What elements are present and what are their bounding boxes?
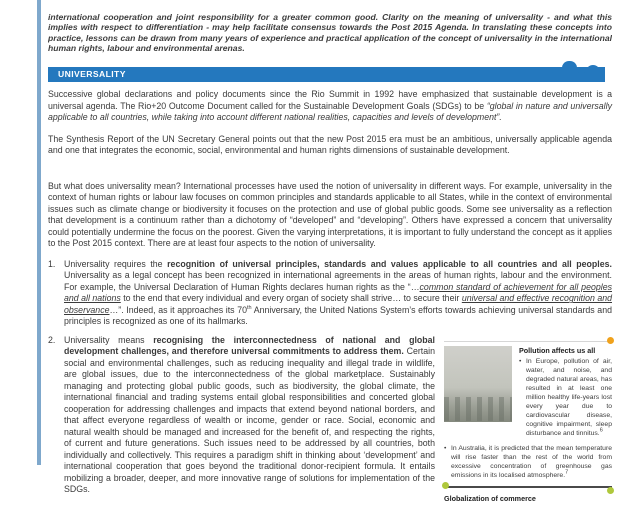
list-item-text: Universality requires the <box>64 258 168 269</box>
list-item-number: 1. <box>48 258 56 269</box>
ordinal-superscript: th <box>247 304 252 311</box>
paragraph-universality-meaning: But what does universality mean? International processes have used the notion of universality in different ways. For example, universality in the context of human rights or labour law focuses on common principles and standards applicable to all States, while in the context of environmental issues such as climate change or biodiversity it focuses on the protection and use of global public goods. Some see universality as a reflection that development is a continuum rather than a dichotomy of “developed” and “developing”. Others have expressed a concern that universality could potentially undermine the focus on the poorest. Given the varying interpretations, it is important to fully understand the concept as it applies to the Post 2015 context. There are at least four aspects to the notion of universality. <box>48 180 612 249</box>
list-item-1 <box>48 259 612 328</box>
sidebar-text-column <box>519 346 612 439</box>
orange-dot-icon <box>607 337 614 344</box>
pollution-sidebar <box>444 336 612 503</box>
bullet-item-australia <box>444 444 612 480</box>
bullet-text <box>451 444 612 480</box>
list-item-text: Anniversary, the United Nations System’s efforts towards achieving universal standards and principles is recognized as one of its hallmarks. <box>64 304 612 327</box>
bullet-item-europe <box>519 357 612 439</box>
list-item-2 <box>48 335 612 507</box>
list-item-text: Certain social and environmental challenges, such as reducing inequality and illegal trade in wildlife, are global issues, due to the interconnectedness of the global marketplace. Sustainably managing and protecting global public goods, such as biodiversity, the global climate, the international financial and trading systems entail global responsibilities and concerted global cooperation for addressing challenges and impacts that extend beyond national borders, and that affect everyone regardless of wealth or income, gender or race. Social, economic and natural wealth should be managed and increased for the benefit of, and respecting the rights, of current and future generations. Such issues need to be addressed by all countries, both individually and collectively. This requires a paradigm shift in thinking about ‘development’ and international cooperation that goes beyond the traditional donor-recipient formula. It entails mobilizing a broader, deeper, and more innovative range of solutions for implementation of the SDGs. <box>64 346 435 495</box>
bullet-icon: • <box>444 444 447 452</box>
numbered-list <box>48 259 612 507</box>
bold-key-phrase: recognising the interconnectedness of national and global development challenges, and therefore universal commitments to address them. <box>64 334 435 357</box>
section-title: UNIVERSALITY <box>58 69 126 80</box>
bullet-text <box>526 357 612 439</box>
paragraph-text: Successive global declarations and policy documents since the Rio Summit in 1992 have emphasized that sustainable development is a universal agenda. The Rio+20 Outcome Document called for the Sustainable Development Goals (SDGs) to be <box>48 89 612 111</box>
bullet-text-body: In Australia, it is predicted that the mean temperature will rise faster than the rest of the world from excessive concentration of greenhouse gas emissions in its localised atmosphere. <box>451 444 612 479</box>
list-item-text: Universality as a legal concept has been recognized in international agreements in the areas of human rights, labour and the environment. For example, the Universal Declaration of Human Rights declares human rights as the “… <box>64 270 612 292</box>
green-dot-icon <box>607 487 614 494</box>
sidebar-footer-heading: Globalization of commerce <box>444 493 536 503</box>
sidebar-bottom-rule <box>444 486 612 492</box>
list-item-body <box>64 259 612 328</box>
page-edge-line <box>37 0 41 465</box>
underlined-quote: common standard of achievement for all peoples and all nations <box>64 281 612 304</box>
sidebar-heading: Pollution affects us all <box>519 345 596 355</box>
paragraph-rio-summit <box>48 89 612 124</box>
puzzle-icon-part <box>586 65 600 82</box>
bold-key-phrase: recognition of universal principles, standards and values applicable to all countries and all peoples. <box>167 258 612 269</box>
bullet-icon: • <box>519 357 522 365</box>
section-header-bar <box>48 67 605 82</box>
pollution-photo <box>444 346 512 422</box>
list-item-number: 2. <box>48 334 56 345</box>
bullet-text-body: In Europe, pollution of air, water, and noise, and degraded natural areas, has resulted in at least one million healthy life-years lost every year due to cardiovascular disease, cognitive impairment, sleep disturbance and tinnitus. <box>526 357 612 438</box>
puzzle-icon-part <box>562 61 577 82</box>
quoted-italic-text: “global in nature and universally applicable to all countries, while taking into account different national realities, capacities and levels of development”. <box>48 100 612 123</box>
footnote-marker: 7 <box>565 469 569 476</box>
sidebar-photo-row <box>444 346 612 439</box>
sidebar-top-rule <box>444 336 612 342</box>
footnote-marker: 6 <box>599 428 603 435</box>
list-item-text: …”. Indeed, as it approaches its 70 <box>109 304 247 315</box>
intro-paragraph: international cooperation and joint responsibility for a greater common good. Clarity on the meaning of universality - and what this implies with respect to differentiation - may help facilitate consensus towards the Post 2015 Agenda. In translating these concepts into practice, lessons can be drawn from many years of experience and practical application of the concept of universality in the international human rights, labour and environmental arenas. <box>48 11 612 54</box>
page-content <box>48 0 612 507</box>
list-item-text: Universality means <box>64 334 154 345</box>
list-item-body <box>64 335 612 507</box>
paragraph-synthesis-report: The Synthesis Report of the UN Secretary General points out that the new Post 2015 era must be an ambitious, universally applicable agenda and one that integrates the economic, social, environmental and human rights dimensions of sustainable development. <box>48 133 612 156</box>
puzzle-icon <box>552 58 600 82</box>
list-item-text: to the end that every individual and every organ of society shall strive… to secure their <box>120 293 462 304</box>
underlined-quote: universal and effective recognition and observance <box>64 293 612 315</box>
green-dot-icon <box>442 482 449 489</box>
